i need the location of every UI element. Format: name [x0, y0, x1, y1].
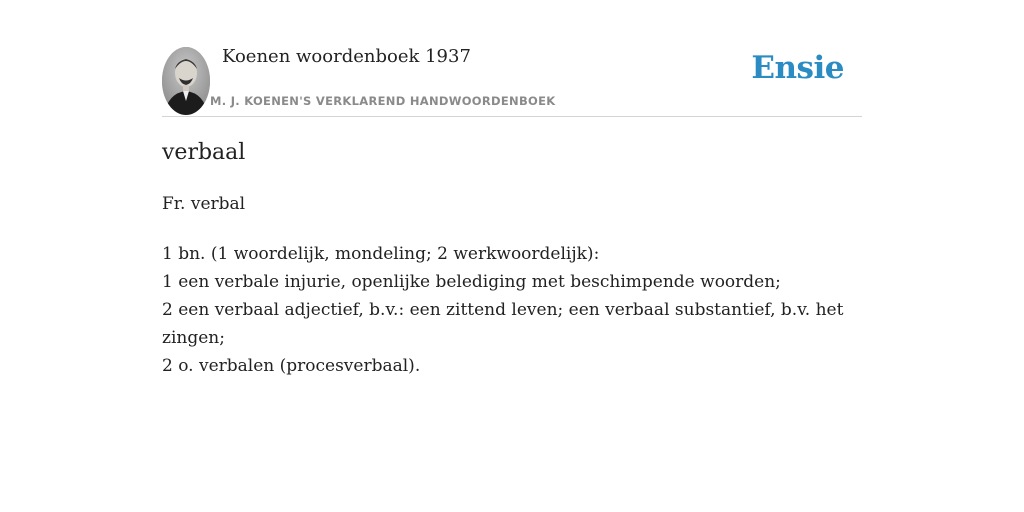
definition-line: 1 een verbale injurie, openlijke belediging met beschimpende woorden; [162, 272, 781, 292]
dictionary-title: Koenen woordenboek 1937 [222, 46, 471, 67]
dictionary-header [162, 0, 862, 117]
ensie-logo-link[interactable]: Ensie [751, 50, 844, 86]
entry-etymology: Fr. verbal [162, 194, 246, 214]
definition-line: 1 bn. (1 woordelijk, mondeling; 2 werkwoordelijk): [162, 244, 600, 264]
definition-line: 2 een verbaal adjectief, b.v.: een zittend leven; een verbaal substantief, b.v. het zingen; [162, 300, 844, 348]
entry-definition [162, 240, 852, 380]
entry-headword: verbaal [162, 140, 246, 165]
author-portrait-icon [162, 47, 210, 115]
dictionary-subtitle: M. J. KOENEN'S VERKLAREND HANDWOORDENBOEK [210, 94, 556, 108]
page-container [162, 0, 862, 376]
definition-line: 2 o. verbalen (procesverbaal). [162, 356, 421, 376]
